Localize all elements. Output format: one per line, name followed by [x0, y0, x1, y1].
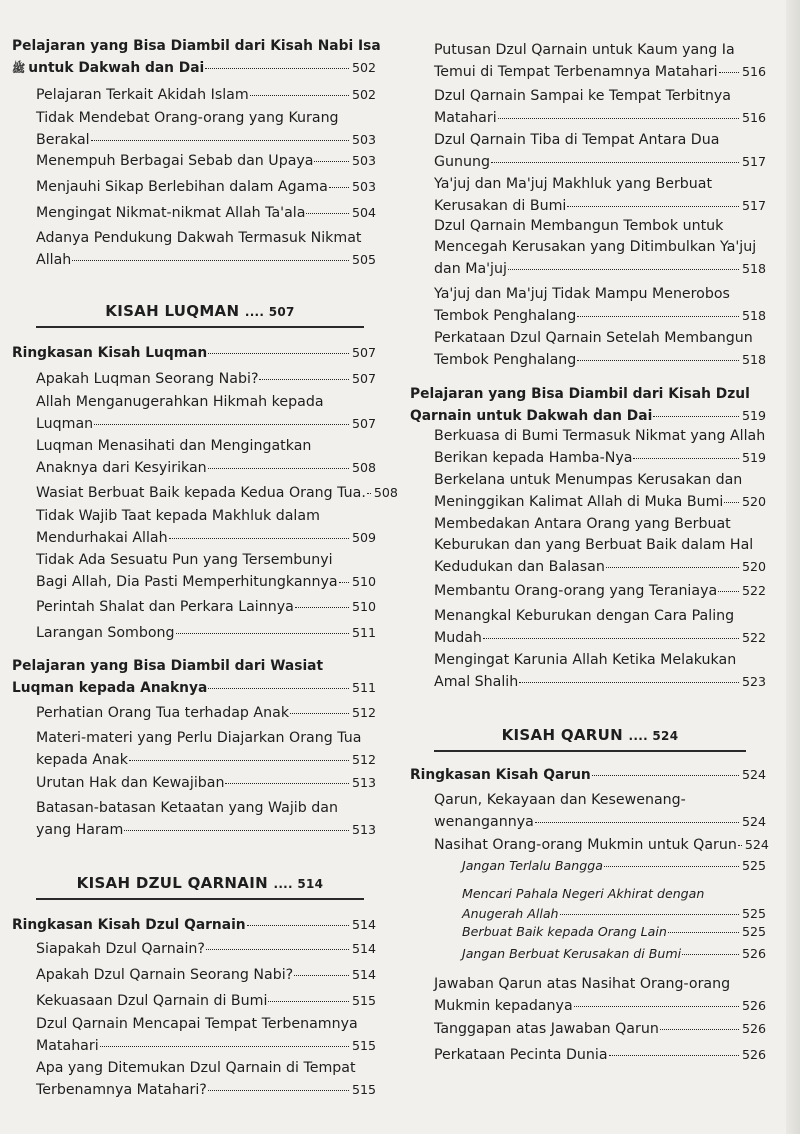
toc-entry-text: Kekuasaan Dzul Qarnain di Bumi	[36, 993, 268, 1009]
toc-entry-text: Menangkal Keburukan dengan Cara Paling	[434, 608, 735, 624]
section-divider	[434, 750, 746, 752]
toc-entry-text: Gunung	[434, 154, 490, 170]
toc-entry-text: Tembok Penghalang	[434, 308, 577, 324]
page-number: 507	[351, 345, 376, 360]
toc-entry-text: Larangan Sombong	[36, 625, 175, 641]
page-number: 507	[351, 371, 376, 386]
toc-entry-last-line	[434, 258, 766, 280]
section-divider	[36, 326, 364, 328]
toc-entry-text: Berbuat Baik kepada Orang Lain	[462, 924, 667, 939]
dot-leader	[609, 1055, 739, 1056]
toc-entry-text: Jawaban Qarun atas Nasihat Orang-orang	[434, 976, 731, 992]
toc-subentry	[462, 884, 766, 924]
toc-entry-text: Ringkasan Kisah Qarun	[410, 767, 591, 783]
toc-entry	[434, 1018, 766, 1040]
dot-leader	[738, 845, 742, 846]
dot-leader	[208, 353, 349, 354]
toc-entry-text: Nasihat Orang-orang Mukmin untuk Qarun	[434, 837, 737, 853]
toc-entry	[36, 772, 376, 794]
dot-leader	[94, 424, 349, 425]
toc-entry-last-line	[12, 342, 376, 364]
toc-entry-text: Keburukan dan yang Berbuat Baik dalam Hal	[434, 537, 754, 553]
toc-entry-last-line	[410, 405, 766, 427]
page-number: 512	[351, 752, 376, 767]
dot-leader	[225, 783, 348, 784]
toc-entry-last-line	[36, 176, 376, 198]
toc-entry-last-line	[462, 856, 766, 876]
toc-entry-last-line	[410, 764, 766, 786]
toc-entry-text: Jangan Berbuat Kerusakan di Bumi	[462, 946, 682, 961]
page-number: 526	[741, 1047, 766, 1062]
toc-entry-text: Terbenamnya Matahari?	[36, 1082, 207, 1098]
page-number: 509	[351, 530, 376, 545]
section-page-number: .... 507	[244, 305, 295, 319]
toc-entry-text: Luqman kepada Anaknya	[12, 680, 208, 696]
toc-entry-last-line	[36, 938, 376, 960]
toc-entry-text: Pelajaran yang Bisa Diambil dari Kisah Dzul	[410, 386, 750, 402]
toc-entry-last-line	[434, 61, 766, 83]
dot-leader	[491, 162, 739, 163]
toc-entry-last-line	[36, 990, 376, 1012]
page-number: 512	[351, 705, 376, 720]
toc-entry-text: yang Haram	[36, 822, 124, 838]
toc-entry-last-line	[36, 368, 376, 390]
toc-entry	[434, 580, 766, 602]
dot-leader	[339, 582, 349, 583]
page-number: 503	[351, 132, 376, 147]
toc-entry-text: Perkataan Dzul Qarnain Setelah Membangun	[434, 330, 753, 346]
toc-entry-last-line	[434, 995, 766, 1017]
toc-entry	[36, 202, 376, 224]
toc-entry-text: Jangan Terlalu Bangga	[462, 858, 603, 873]
toc-entry-last-line	[36, 249, 376, 271]
toc-entry-last-line	[36, 571, 376, 593]
toc-entry-last-line	[434, 1044, 766, 1066]
dot-leader	[208, 688, 349, 689]
toc-entry	[434, 40, 766, 83]
section-page-number: .... 514	[273, 877, 324, 891]
toc-entry-text: Menjauhi Sikap Berlebihan dalam Agama	[36, 179, 328, 195]
toc-entry-last-line	[36, 964, 376, 986]
page-number: 517	[741, 198, 766, 213]
toc-entry-text: Mudah	[434, 630, 482, 646]
toc-entry	[434, 130, 766, 173]
page-number: 503	[351, 179, 376, 194]
toc-entry-text: Perhatian Orang Tua terhadap Anak	[36, 705, 290, 721]
toc-entry-text: untuk Dakwah dan Dai	[28, 60, 205, 76]
toc-entry-last-line	[36, 819, 376, 841]
dot-leader	[508, 269, 739, 270]
toc-entry	[434, 650, 766, 693]
toc-entry-last-line	[36, 527, 376, 549]
page-edge-shadow	[786, 0, 800, 1134]
dot-leader	[306, 213, 349, 214]
toc-entry-text: Adanya Pendukung Dakwah Termasuk Nikmat	[36, 230, 362, 246]
page-number: 502	[351, 60, 376, 75]
page-number: 525	[741, 906, 766, 921]
page-number: 525	[741, 858, 766, 873]
toc-heading-entry	[410, 764, 766, 786]
page-number: 524	[744, 837, 769, 852]
toc-entry-last-line	[462, 944, 766, 964]
toc-entry-last-line	[434, 151, 766, 173]
toc-entry-text: Siapakah Dzul Qarnain?	[36, 941, 205, 957]
toc-entry-text: Luqman Menasihati dan Mengingatkan	[36, 438, 312, 454]
toc-entry-text: Dzul Qarnain Mencapai Tempat Terbenamnya	[36, 1016, 358, 1032]
page-number: 513	[351, 775, 376, 790]
toc-subentry	[462, 856, 766, 876]
toc-entry	[36, 482, 398, 504]
toc-entry-last-line	[36, 482, 398, 504]
dot-leader	[519, 682, 739, 683]
toc-entry-text: Menempuh Berbagai Sebab dan Upaya	[36, 153, 314, 169]
toc-entry-last-line	[36, 702, 376, 724]
toc-entry-last-line	[434, 195, 766, 217]
toc-heading-entry	[12, 36, 381, 79]
toc-entry-last-line	[434, 1018, 766, 1040]
dot-leader	[633, 458, 739, 459]
dot-leader	[668, 932, 739, 933]
dot-leader	[498, 118, 739, 119]
toc-entry	[36, 702, 376, 724]
toc-entry-text: Tidak Mendebat Orang-orang yang Kurang	[36, 110, 339, 126]
toc-entry-text: Allah Menganugerahkan Hikmah kepada	[36, 394, 324, 410]
toc-entry-text: Apakah Dzul Qarnain Seorang Nabi?	[36, 967, 294, 983]
toc-entry-last-line	[36, 150, 376, 172]
toc-entry-text: Urutan Hak dan Kewajiban	[36, 775, 225, 791]
dot-leader	[290, 713, 349, 714]
toc-entry-last-line	[36, 202, 376, 224]
toc-entry-text: Temui di Tempat Terbenamnya Matahari	[434, 64, 718, 80]
toc-heading-entry	[410, 384, 766, 427]
toc-entry	[434, 514, 766, 578]
dot-leader	[268, 1001, 349, 1002]
page-number: 502	[351, 87, 376, 102]
dot-leader	[100, 1046, 349, 1047]
toc-entry-text: Membedakan Antara Orang yang Berbuat	[434, 516, 731, 532]
dot-leader	[169, 538, 349, 539]
page-number: 511	[351, 625, 376, 640]
toc-entry	[434, 1044, 766, 1066]
toc-entry	[434, 606, 766, 649]
dot-leader	[129, 760, 349, 761]
page-number: 508	[351, 460, 376, 475]
toc-entry-text: Mengingat Nikmat-nikmat Allah Ta'ala	[36, 205, 306, 221]
toc-entry-last-line	[434, 305, 766, 327]
page-number: 518	[741, 308, 766, 323]
toc-entry-text: Pelajaran Terkait Akidah Islam	[36, 87, 249, 103]
page-number: 503	[351, 153, 376, 168]
toc-entry-text: Mendurhakai Allah	[36, 530, 168, 546]
toc-entry-text: Ringkasan Kisah Luqman	[12, 345, 208, 361]
page-number: 515	[351, 1038, 376, 1053]
toc-entry-last-line	[36, 622, 376, 644]
dot-leader	[259, 379, 348, 380]
dot-leader	[724, 502, 739, 503]
toc-entry-last-line	[462, 922, 766, 942]
page-number: 510	[351, 599, 376, 614]
toc-entry	[434, 328, 766, 371]
toc-entry-text: Batasan-batasan Ketaatan yang Wajib dan	[36, 800, 338, 816]
dot-leader	[205, 68, 349, 69]
page-number: 523	[741, 674, 766, 689]
toc-entry-text: Ya'juj dan Ma'juj Tidak Mampu Menerobos	[434, 286, 730, 302]
toc-entry-text: Mencari Pahala Negeri Akhirat dengan	[462, 886, 705, 901]
toc-entry-text: Mengingat Karunia Allah Ketika Melakukan	[434, 652, 737, 668]
dot-leader	[567, 206, 739, 207]
toc-entry-text: Materi-materi yang Perlu Diajarkan Orang Tua	[36, 730, 362, 746]
page-number: 516	[741, 64, 766, 79]
dot-leader	[718, 591, 739, 592]
toc-entry-text: Matahari	[36, 1038, 99, 1054]
page-number: 526	[741, 946, 766, 961]
toc-entry	[434, 470, 766, 513]
toc-entry-text: Tanggapan atas Jawaban Qarun	[434, 1021, 659, 1037]
dot-leader	[719, 72, 739, 73]
page-number: 511	[351, 680, 376, 695]
toc-entry-text: Dzul Qarnain Membangun Tembok untuk	[434, 218, 724, 234]
page-number: 526	[741, 998, 766, 1013]
page-number: 518	[741, 352, 766, 367]
toc-entry-last-line	[434, 556, 766, 578]
toc-entry-text: Pelajaran yang Bisa Diambil dari Kisah Nabi Isa	[12, 38, 381, 54]
toc-entry-text: Dzul Qarnain Sampai ke Tempat Terbitnya	[434, 88, 731, 104]
page-number: 514	[351, 917, 376, 932]
toc-entry-last-line	[36, 413, 376, 435]
page-number: 516	[741, 110, 766, 125]
toc-entry-text: Anaknya dari Kesyirikan	[36, 460, 207, 476]
toc-entry-last-line	[434, 627, 766, 649]
dot-leader	[72, 260, 349, 261]
toc-entry-last-line	[36, 749, 376, 771]
toc-entry-text: Tembok Penghalang	[434, 352, 577, 368]
toc-entry-text: Berikan kepada Hamba-Nya	[434, 450, 633, 466]
dot-leader	[91, 140, 349, 141]
toc-entry-text: Amal Shalih	[434, 674, 519, 690]
page-number: 513	[351, 822, 376, 837]
page-number: 522	[741, 583, 766, 598]
toc-entry-text: Ya'juj dan Ma'juj Makhluk yang Berbuat	[434, 176, 713, 192]
toc-entry	[434, 834, 769, 856]
toc-entry-last-line	[36, 1079, 376, 1101]
dot-leader	[314, 161, 348, 162]
toc-entry-text: Pelajaran yang Bisa Diambil dari Wasiat	[12, 658, 324, 674]
toc-entry-last-line	[434, 107, 766, 129]
dot-leader	[483, 638, 739, 639]
toc-entry-text: Allah	[36, 252, 72, 268]
toc-entry-last-line	[36, 772, 376, 794]
toc-entry-last-line	[36, 596, 376, 618]
section-page-number: .... 524	[628, 729, 679, 743]
toc-entry	[36, 150, 376, 172]
toc-entry	[36, 176, 376, 198]
toc-entry-last-line	[434, 834, 769, 856]
toc-entry	[36, 1014, 376, 1057]
toc-entry	[36, 1058, 376, 1101]
toc-entry	[36, 550, 376, 593]
dot-leader	[577, 360, 739, 361]
toc-entry-text: Mencegah Kerusakan yang Ditimbulkan Ya'juj	[434, 239, 757, 255]
toc-entry	[36, 368, 376, 390]
toc-entry	[36, 506, 376, 549]
toc-entry-text: Matahari	[434, 110, 497, 126]
dot-leader	[329, 187, 349, 188]
toc-entry	[434, 426, 766, 469]
page-number: 510	[351, 574, 376, 589]
toc-entry-text: Anugerah Allah	[462, 906, 559, 921]
page-number: 520	[741, 559, 766, 574]
toc-entry-last-line	[36, 457, 376, 479]
toc-entry-text: Berkuasa di Bumi Termasuk Nikmat yang Allah	[434, 428, 766, 444]
page-number: 505	[351, 252, 376, 267]
page-number: 519	[741, 408, 766, 423]
toc-entry-text: Kerusakan di Bumi	[434, 198, 567, 214]
toc-entry-last-line	[434, 580, 766, 602]
toc-entry	[36, 392, 376, 435]
page-number: 520	[741, 494, 766, 509]
section-title-text: KISAH LUQMAN	[105, 302, 240, 320]
toc-entry-last-line	[12, 57, 376, 79]
toc-entry	[434, 86, 766, 129]
dot-leader	[295, 607, 349, 608]
page-number: 524	[741, 767, 766, 782]
honorific-glyph: ﷺ	[12, 62, 26, 75]
toc-entry-text: Qarun, Kekayaan dan Kesewenang-	[434, 792, 686, 808]
toc-entry	[36, 108, 376, 151]
toc-entry	[36, 798, 376, 841]
toc-entry-text: kepada Anak	[36, 752, 128, 768]
toc-entry-last-line	[36, 1035, 376, 1057]
page-number: 519	[741, 450, 766, 465]
toc-heading-entry	[12, 342, 376, 364]
toc-entry-text: Ringkasan Kisah Dzul Qarnain	[12, 917, 246, 933]
dot-leader	[653, 416, 739, 417]
dot-leader	[574, 1006, 739, 1007]
toc-entry	[36, 84, 376, 106]
page-number: 515	[351, 993, 376, 1008]
toc-entry-text: Membantu Orang-orang yang Teraniaya	[434, 583, 718, 599]
dot-leader	[294, 975, 349, 976]
toc-entry-text: Mukmin kepadanya	[434, 998, 573, 1014]
dot-leader	[606, 567, 739, 568]
toc-entry-text: Tidak Ada Sesuatu Pun yang Tersembunyi	[36, 552, 333, 568]
toc-entry-text: Tidak Wajib Taat kepada Makhluk dalam	[36, 508, 320, 524]
toc-entry	[434, 974, 766, 1017]
toc-entry-text: wenangannya	[434, 814, 534, 830]
toc-entry-last-line	[434, 811, 766, 833]
page-number: 518	[741, 261, 766, 276]
toc-entry-text: Perkataan Pecinta Dunia	[434, 1047, 608, 1063]
section-title	[36, 874, 364, 892]
section-title	[434, 726, 746, 744]
toc-entry-text: Apa yang Ditemukan Dzul Qarnain di Tempat	[36, 1060, 356, 1076]
dot-leader	[604, 866, 739, 867]
page-number: 524	[741, 814, 766, 829]
toc-heading-entry	[12, 656, 376, 699]
dot-leader	[247, 925, 349, 926]
section-divider	[36, 898, 364, 900]
toc-entry-text: Meninggikan Kalimat Allah di Muka Bumi	[434, 494, 724, 510]
dot-leader	[176, 633, 349, 634]
toc-entry	[36, 990, 376, 1012]
dot-leader	[206, 949, 349, 950]
toc-entry	[36, 596, 376, 618]
section-title	[36, 302, 364, 320]
section-title-text: KISAH DZUL QARNAIN	[76, 874, 268, 892]
page-number: 504	[351, 205, 376, 220]
toc-entry	[434, 790, 766, 833]
toc-entry	[36, 938, 376, 960]
toc-entry-text: Kedudukan dan Balasan	[434, 559, 605, 575]
toc-entry-last-line	[462, 904, 766, 924]
toc-entry	[36, 228, 376, 271]
page-number: 514	[351, 967, 376, 982]
toc-entry-text: Qarnain untuk Dakwah dan Dai	[410, 408, 653, 424]
toc-entry-text: Putusan Dzul Qarnain untuk Kaum yang Ia	[434, 42, 735, 58]
toc-entry-last-line	[434, 349, 766, 371]
dot-leader	[535, 822, 739, 823]
section-title-text: KISAH QARUN	[501, 726, 623, 744]
page-number: 526	[741, 1021, 766, 1036]
toc-entry-last-line	[434, 447, 766, 469]
page-number: 507	[351, 416, 376, 431]
toc-entry	[36, 964, 376, 986]
page-number: 522	[741, 630, 766, 645]
toc-subentry	[462, 944, 766, 964]
toc-entry	[36, 436, 376, 479]
dot-leader	[250, 95, 349, 96]
toc-entry	[434, 174, 766, 217]
toc-entry-last-line	[36, 84, 376, 106]
toc-entry-text: Berakal	[36, 132, 90, 148]
toc-entry-text: Perintah Shalat dan Perkara Lainnya	[36, 599, 294, 615]
toc-entry-text: Apakah Luqman Seorang Nabi?	[36, 371, 259, 387]
toc-entry-text: Luqman	[36, 416, 94, 432]
toc-entry-text: Berkelana untuk Menumpas Kerusakan dan	[434, 472, 743, 488]
dot-leader	[208, 1090, 349, 1091]
dot-leader	[682, 954, 739, 955]
dot-leader	[124, 830, 349, 831]
toc-entry	[434, 216, 766, 280]
toc-entry	[434, 284, 766, 327]
dot-leader	[367, 493, 371, 494]
toc-heading-entry	[12, 914, 376, 936]
page-number: 508	[373, 485, 398, 500]
toc-entry-last-line	[434, 671, 766, 693]
toc-entry	[36, 622, 376, 644]
toc-entry-last-line	[12, 914, 376, 936]
page-number: 515	[351, 1082, 376, 1097]
toc-entry-last-line	[36, 129, 376, 151]
toc-entry-last-line	[434, 491, 766, 513]
toc-entry-last-line	[12, 677, 376, 699]
dot-leader	[208, 468, 349, 469]
dot-leader	[577, 316, 739, 317]
toc-entry	[36, 728, 376, 771]
dot-leader	[560, 914, 739, 915]
toc-entry-text: Dzul Qarnain Tiba di Tempat Antara Dua	[434, 132, 720, 148]
page-number: 525	[741, 924, 766, 939]
page-number: 517	[741, 154, 766, 169]
page-number: 514	[351, 941, 376, 956]
toc-entry-text: dan Ma'juj	[434, 261, 507, 277]
toc-entry-text: Wasiat Berbuat Baik kepada Kedua Orang Tua.	[36, 485, 366, 501]
dot-leader	[592, 775, 739, 776]
dot-leader	[660, 1029, 739, 1030]
toc-entry-text: Bagi Allah, Dia Pasti Memperhitungkannya	[36, 574, 338, 590]
toc-subentry	[462, 922, 766, 942]
